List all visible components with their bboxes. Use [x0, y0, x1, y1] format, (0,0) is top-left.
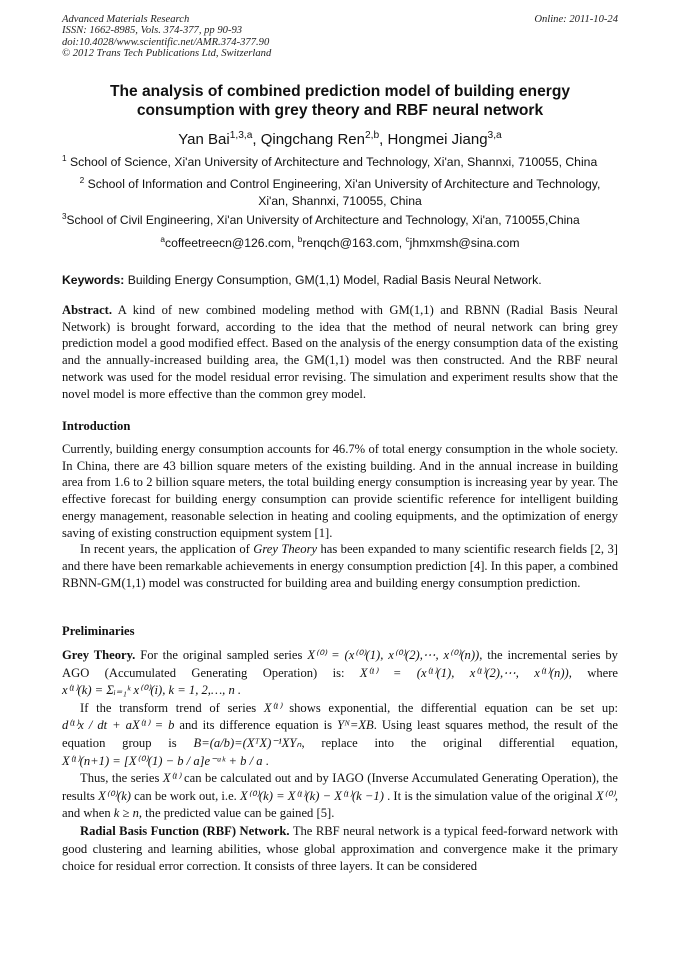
- introduction-heading: Introduction: [62, 419, 131, 433]
- affiliation-number: 2: [79, 174, 85, 185]
- doi-line: doi:10.4028/www.scientific.net/AMR.374-377.90: [62, 36, 270, 48]
- keywords-text: Building Energy Consumption, GM(1,1) Model, Radial Basis Neural Network.: [124, 273, 542, 287]
- journal-name: Advanced Materials Research: [62, 14, 190, 25]
- email: renqch@163.com,: [302, 236, 406, 250]
- equation: X⁽⁰⁾(k) = X⁽¹⁾(k) − X⁽¹⁾(k −1): [240, 788, 384, 803]
- affiliation-2: [62, 176, 618, 210]
- text-run: , the incremental series by AGO (Accumulated Generating Operation) is:: [62, 648, 618, 680]
- equation: X⁽¹⁾ = (x⁽¹⁾(1), x⁽¹⁾(2),⋯, x⁽¹⁾(n)): [359, 665, 569, 680]
- preliminaries-heading: Preliminaries: [62, 624, 135, 638]
- rbf-label: Radial Basis Function (RBF) Network.: [80, 823, 290, 838]
- text-run: . It is the simulation value of the original: [383, 788, 596, 803]
- grey-theory-label: Grey Theory.: [62, 648, 136, 662]
- text-run: has been expanded to many scientific research fields [2, 3] and there have been remarkable achievements in energy consumption prediction [4]. In this paper, a combined RBNN-GM(1,1) model was constructed for building area and building energy consumption prediction.: [62, 542, 618, 590]
- iago-paragraph: [62, 770, 618, 823]
- author-superscript: 2,b: [364, 130, 380, 141]
- paper-title: The analysis of combined prediction model of building energy consumption with grey theory and RBF neural network: [109, 83, 571, 119]
- author-name: Yan Bai: [178, 131, 230, 148]
- online-date: Online: 2011-10-24: [534, 14, 618, 25]
- text-run: In recent years, the application of: [80, 542, 254, 557]
- text-run: and its difference equation is: [174, 718, 338, 733]
- author-name: Qingchang Ren: [260, 131, 365, 148]
- affiliation-1: [62, 154, 618, 171]
- text-run: , replace into the original differential equation,: [301, 735, 619, 750]
- preliminaries-body: [62, 647, 618, 876]
- affiliation-text: School of Information and Control Engineering, Xi'an University of Architecture and Technology,: [87, 177, 601, 191]
- equation: x⁽¹⁾(k) = Σᵢ₌₁ᵏ x⁽⁰⁾(i): [62, 683, 163, 698]
- text-run: If the transform trend of series: [80, 700, 264, 715]
- equation: X⁽⁰⁾ = (x⁽⁰⁾(1), x⁽⁰⁾(2),⋯, x⁽⁰⁾(n)): [307, 648, 480, 662]
- text-run: For the original sampled series: [135, 648, 308, 662]
- text-run: shows exponential, the differential equation can be set up:: [281, 700, 618, 715]
- copyright-line: © 2012 Trans Tech Publications Ltd, Switzerland: [62, 48, 272, 60]
- text-run: can be calculated out and by IAGO (Inverse Accumulated Generating Operation), the results: [62, 771, 618, 803]
- keywords: [62, 272, 618, 289]
- issn-line: ISSN: 1662-8985, Vols. 374-377, pp 90-93: [62, 25, 243, 37]
- equation: d⁽¹⁾x / dt + aX⁽¹⁾ = b: [62, 718, 175, 733]
- text-run: can be work out, i.e.: [130, 788, 240, 803]
- abstract: [62, 302, 618, 402]
- email-line: [62, 235, 618, 252]
- equation: B=(a/b)=(XᵀX)⁻¹XYₙ: [193, 735, 302, 750]
- affiliation-3: [62, 212, 618, 229]
- equation: , k = 1, 2,…, n .: [162, 683, 242, 698]
- affiliation-text: School of Science, Xi'an University of Architecture and Technology, Xi'an, Shannxi, 710055, China: [70, 155, 598, 169]
- email-superscript: b: [297, 233, 303, 244]
- equation: X⁽¹⁾: [263, 700, 282, 715]
- equation: X⁽¹⁾: [162, 771, 181, 786]
- text-run: , where: [568, 665, 618, 680]
- email-superscript: a: [160, 233, 166, 244]
- intro-paragraph-2: [62, 541, 618, 591]
- equation: X⁽⁰⁾: [595, 788, 615, 803]
- text-run: . Using least squares method, the result of the equation group is: [62, 718, 619, 750]
- journal-header: [62, 14, 618, 60]
- author-list: Yan Bai$^{1,3,a}$, Qingchang Ren$^{2,b}$, Hongmei Jiang$^{3,a}$: [178, 130, 502, 148]
- equation: k ≥ n: [113, 806, 139, 821]
- author-superscript: 1,3,a: [229, 130, 253, 141]
- text-run: .: [262, 753, 269, 768]
- text-run: The RBF neural network is a typical feed-forward network with good clustering and learning abilities, whose global approximation and convergence make it the primary choice for residual error correction. It consists of three layers. It can be considered: [62, 823, 619, 874]
- affiliation-number: 3: [62, 212, 67, 221]
- grey-theory-paragraph: [62, 647, 618, 700]
- equation: X⁽⁰⁾(k): [98, 788, 131, 803]
- affiliation-text: School of Civil Engineering, Xi'an University of Architecture and Technology, Xi'an, 710055,China: [66, 213, 580, 227]
- abstract-text: A kind of new combined modeling method with GM(1,1) and RBNN (Radial Basis Neural Network) is brought forward, according to the idea that the method of neural network can bring grey prediction model a good modified effect. Based on the analysis of the energy consumption data of the existing and the annually-increased building area, the GM(1,1) model was then constructed. And the RBF neural network was used for the model residual error revising. The simulation and experiment results show that the novel model is more effective than the common grey model.: [62, 303, 618, 401]
- rbf-paragraph: [62, 823, 618, 876]
- affiliation-text-cont: Xi'an, Shannxi, 710055, China: [258, 194, 422, 208]
- equation: Yᴺ=XB: [337, 718, 374, 733]
- emphasis: Grey Theory: [253, 542, 318, 557]
- text-run: , and when: [62, 788, 619, 821]
- keywords-label: Keywords:: [62, 273, 125, 287]
- intro-paragraph-1: Currently, building energy consumption accounts for 46.7% of total energy consumption in the whole society. In China, there are 43 billion square meters of the existing building. And in the annual increase in building area from 1.6 to 2 billion square meters, the total building energy consumption is increasing year by year. The effective forecast for building energy consumption can provide scientific reference for intelligent building energy management, reasonable selection in heating and cooling equipments, and the optimization of energy saving of existing construction equipment system [1].: [62, 442, 618, 540]
- affiliation-number: 1: [62, 152, 67, 163]
- email: jhmxmsh@sina.com: [409, 236, 520, 250]
- author-name: Hongmei Jiang: [387, 131, 488, 148]
- equation: X⁽¹⁾(n+1) = [X⁽⁰⁾(1) − b / a]e⁻ᵃᵏ + b / a: [62, 753, 263, 768]
- email: coffeetreecn@126.com,: [165, 236, 298, 250]
- transform-paragraph: [62, 700, 618, 770]
- text-run: , the predicted value can be gained [5].: [138, 806, 335, 821]
- introduction-body: [62, 441, 618, 591]
- abstract-label: Abstract.: [62, 303, 113, 317]
- text-run: Thus, the series: [80, 771, 163, 786]
- author-superscript: 3,a: [487, 130, 502, 141]
- email-superscript: c: [405, 233, 410, 244]
